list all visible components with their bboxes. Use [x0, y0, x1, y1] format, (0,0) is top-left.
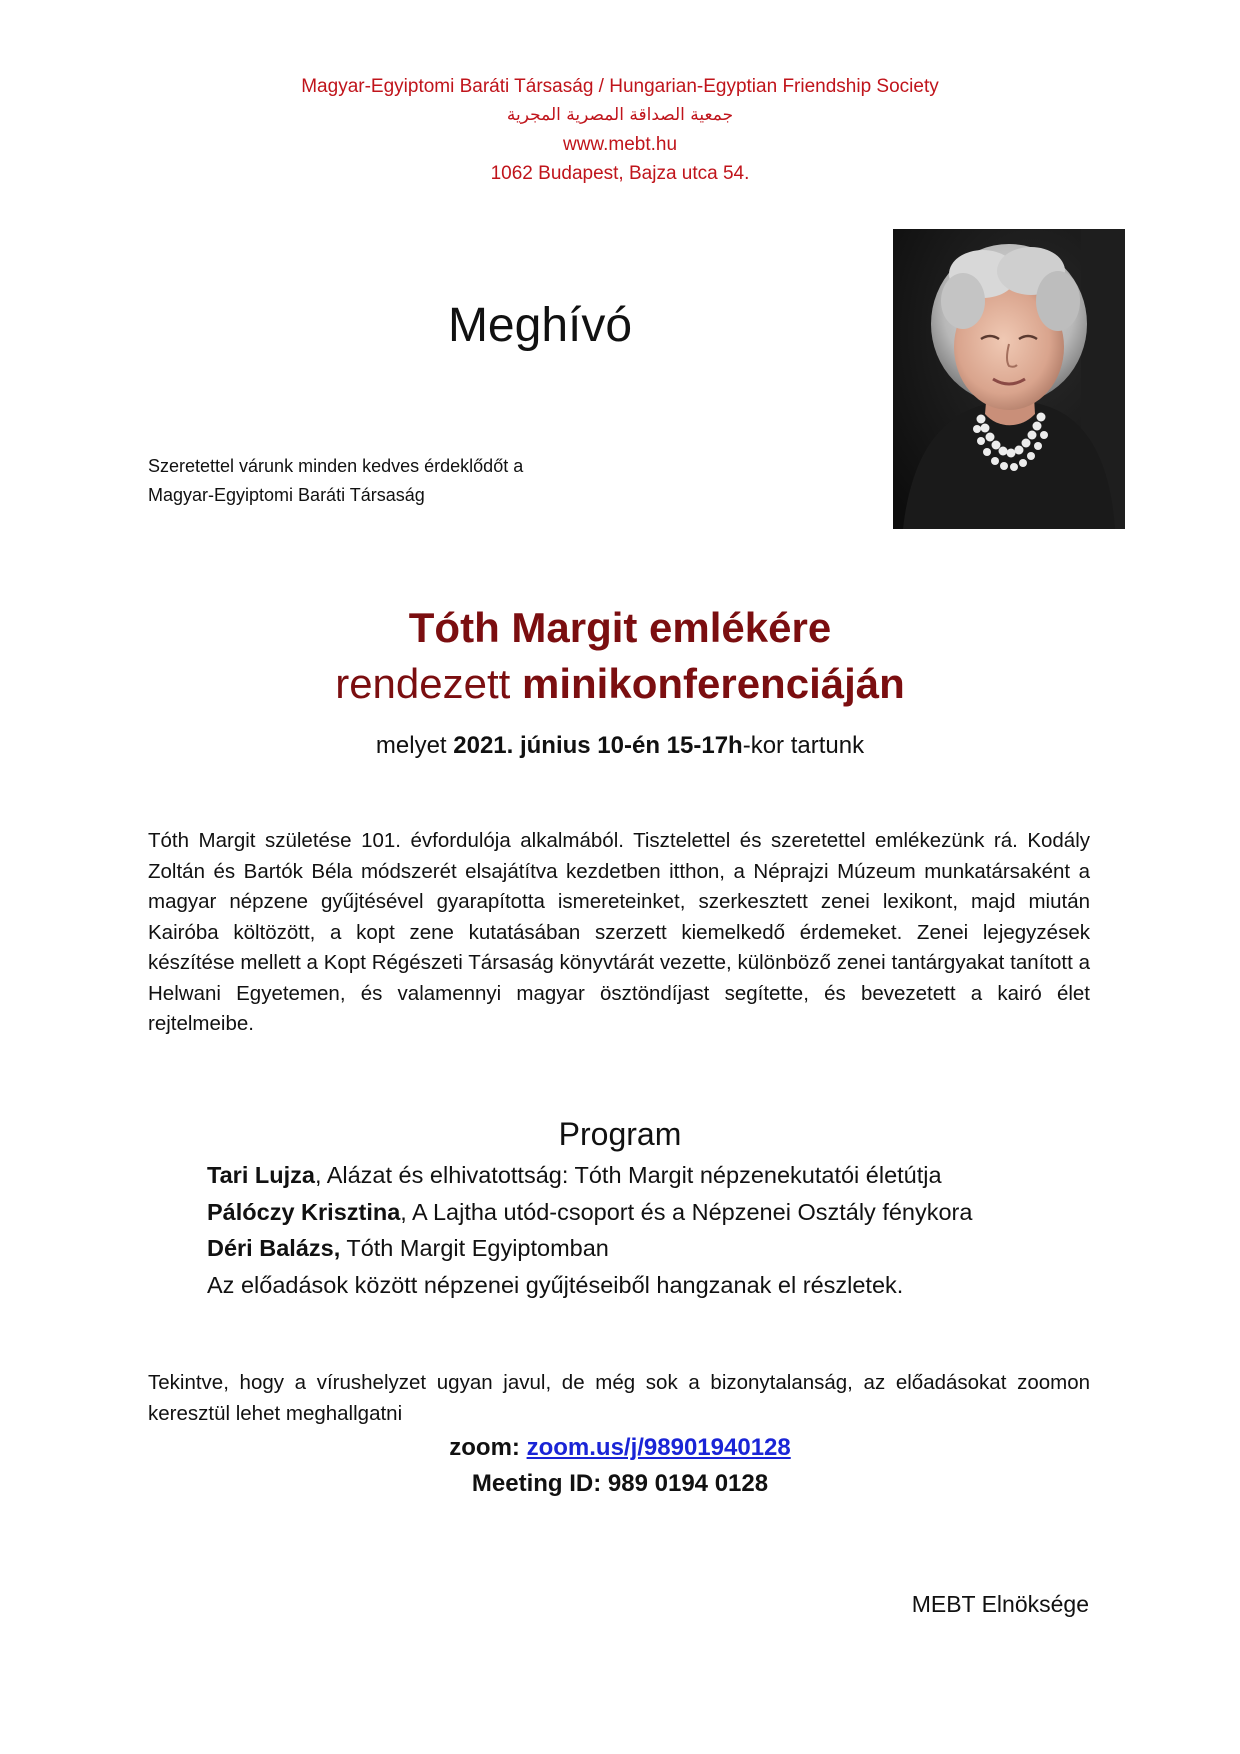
online-notice: Tekintve, hogy a vírushelyzet ugyan javul, de még sok a bizonytalanság, az előadásokat zoomon keresztül lehet meghallgatni [148, 1371, 1090, 1425]
program-talk: Tóth Margit Egyiptomban [340, 1235, 609, 1261]
program-talk: , A Lajtha utód-csoport és a Népzenei Osztály fénykora [400, 1198, 973, 1225]
event-date-line [0, 730, 1240, 762]
program-speaker: Déri Balázs, [207, 1235, 341, 1261]
meeting-id: Meeting ID: 989 0194 0128 [471, 1470, 769, 1497]
headline-line-2 [0, 656, 1240, 712]
event-headline [0, 600, 1240, 712]
program-item [207, 1194, 972, 1231]
zoom-label: zoom: [449, 1434, 527, 1461]
intro-line-1: Szeretettel várunk minden kedves érdeklődőt a [148, 456, 524, 476]
portrait-photo [893, 229, 1125, 529]
program-item [207, 1157, 972, 1194]
page-title: Meghívó [447, 299, 633, 352]
intro-line-2: Magyar-Egyiptomi Baráti Társaság [148, 485, 425, 505]
program-speaker: Pálóczy Krisztina [207, 1198, 401, 1225]
society-website: www.mebt.hu [562, 134, 678, 155]
society-header [0, 72, 1240, 188]
program-talk: , Alázat és elhivatottság: Tóth Margit népzenekutatói életútja [314, 1162, 942, 1188]
program-list [207, 1157, 972, 1303]
zoom-line [0, 1430, 1240, 1466]
event-date: 2021. június 10-én 15-17h [453, 732, 743, 759]
program-speaker: Tari Lujza [207, 1162, 315, 1188]
program-title: Program [558, 1116, 682, 1152]
society-address: 1062 Budapest, Bajza utca 54. [490, 163, 750, 184]
biography-paragraph: Tóth Margit születése 101. évfordulója alkalmából. Tisztelettel és szeretettel emlékezünk rá. Kodály Zoltán és Bartók Béla módszerét elsajátítva kezdetben itthon, a Néprajzi Múzeum munkatársaként a magyar népzene gyűjtésével gyarapította ismereteinket, szerkesztett zenei lexikont, majd miután Kairóba költözött, a kopt zene kutatásában szerzett kiemelkedő érdemeket. Zenei lejegyzések készítése mellett a Kopt Régészeti Társaság könyvtárát vezette, különböző zenei tantárgyakat tanított a Helwani Egyetemen, és valamennyi magyar ösztöndíjast segítette, és bevezetett a kairó élet rejtelmeibe. [148, 829, 1090, 1035]
date-suffix: -kor tartunk [742, 732, 865, 759]
headline-line-2-bold: minikonferenciáján [522, 660, 905, 707]
zoom-link[interactable]: zoom.us/j/98901940128 [526, 1434, 791, 1461]
headline-line-1: Tóth Margit emlékére [408, 604, 832, 651]
zoom-info [0, 1430, 1240, 1502]
intro-text [148, 452, 523, 510]
society-name-arabic: جمعية الصداقة المصرية المجرية [506, 105, 734, 125]
society-name: Magyar-Egyiptomi Baráti Társaság / Hungarian-Egyptian Friendship Society [301, 76, 939, 97]
program-note: Az előadások között népzenei gyűjtéseiből hangzanak el részletek. [207, 1271, 904, 1298]
program-item [207, 1230, 972, 1267]
signature: MEBT Elnöksége [911, 1591, 1089, 1617]
headline-line-2-regular: rendezett [335, 660, 522, 707]
date-prefix: melyet [375, 732, 454, 759]
